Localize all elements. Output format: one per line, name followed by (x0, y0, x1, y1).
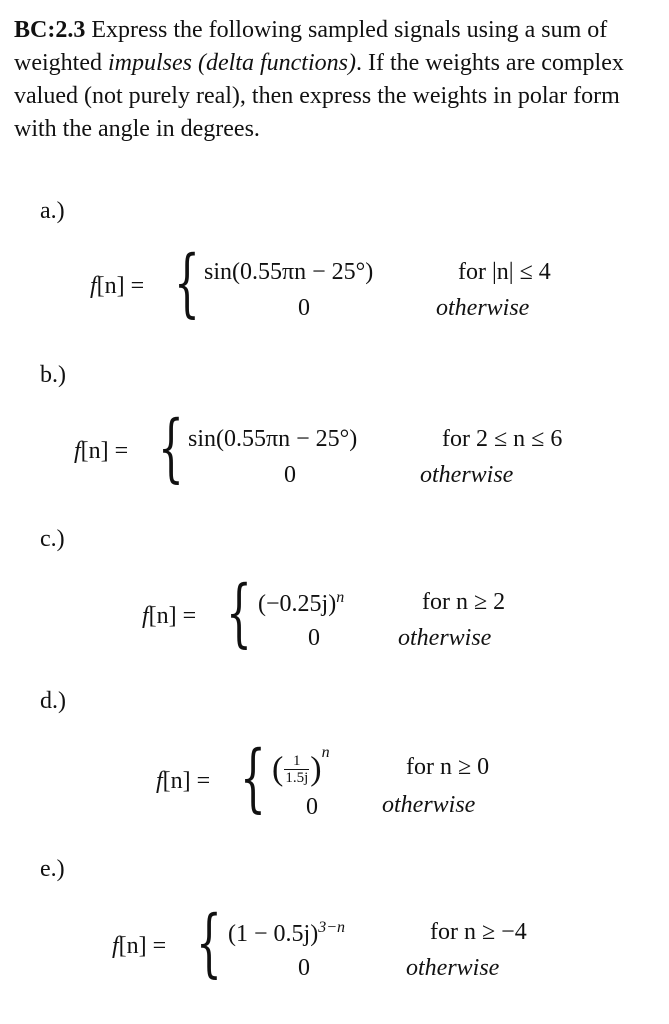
part-e-label: e.) (40, 856, 65, 882)
part-c-lhs: f[n] = (142, 603, 197, 629)
part-e-lhs: f[n] = (112, 933, 167, 959)
part-d-zero: 0 (306, 794, 318, 820)
part-a-label: a.) (40, 198, 65, 224)
part-d-expression: ( $\frac{1}{1.5j}$ )$^n$ (272, 744, 330, 788)
part-e-equation (0, 900, 669, 995)
part-a-otherwise: otherwise (436, 295, 530, 321)
part-d-fraction: $\frac{1}{1.5j}$ (285, 752, 309, 786)
part-e-brace: { (196, 900, 222, 986)
part-d-label: d.) (40, 688, 66, 714)
part-d-otherwise: otherwise (382, 792, 476, 818)
part-c-expression: $(-0.25j)^n$ (258, 589, 345, 617)
part-a-zero: 0 (298, 295, 310, 321)
part-c-otherwise: otherwise (398, 625, 492, 651)
part-c-condition: for n ≥ 2 (422, 589, 506, 615)
part-b-condition: for 2 ≤ n ≤ 6 (442, 426, 563, 452)
part-b-label: b.) (40, 362, 66, 388)
part-d-brace: { (240, 735, 266, 821)
part-c-label: c.) (40, 526, 65, 552)
part-b-otherwise: otherwise (420, 462, 514, 488)
part-b-equation (0, 405, 669, 500)
problem-emphasis: impulses (delta functions) (107, 50, 356, 76)
part-c-equation (0, 570, 669, 665)
part-a-expression: sin(0.55πn − 25°) (204, 259, 374, 285)
problem-id: BC:2.3 (14, 17, 86, 43)
part-a-condition: for |n| ≤ 4 (458, 259, 551, 285)
problem-statement (14, 14, 659, 146)
part-b-brace: { (158, 405, 184, 491)
part-a-lhs: f[n] = (90, 273, 145, 299)
part-a-equation (0, 240, 669, 335)
part-d-condition: for n ≥ 0 (406, 754, 490, 780)
part-d-equation (0, 735, 669, 830)
part-e-otherwise: otherwise (406, 955, 500, 981)
part-e-zero: 0 (298, 955, 310, 981)
part-d-lhs: f[n] = (156, 768, 211, 794)
part-b-zero: 0 (284, 462, 296, 488)
part-a-brace: { (174, 240, 200, 326)
problem-text-1: Express the following sampled signals using a sum of weighted (14, 17, 608, 76)
part-c-brace: { (226, 570, 252, 656)
part-c-zero: 0 (308, 625, 320, 651)
part-b-expression: sin(0.55πn − 25°) (188, 426, 358, 452)
problem-text-2: . If the weights are complex valued (not purely real), then express the weights in polar form with the angle in degrees. (14, 50, 624, 142)
part-e-expression: $(1 - 0.5j)^{3-n}$ (228, 919, 345, 947)
part-e-condition: for n ≥ −4 (430, 919, 527, 945)
part-b-lhs: f[n] = (74, 438, 129, 464)
